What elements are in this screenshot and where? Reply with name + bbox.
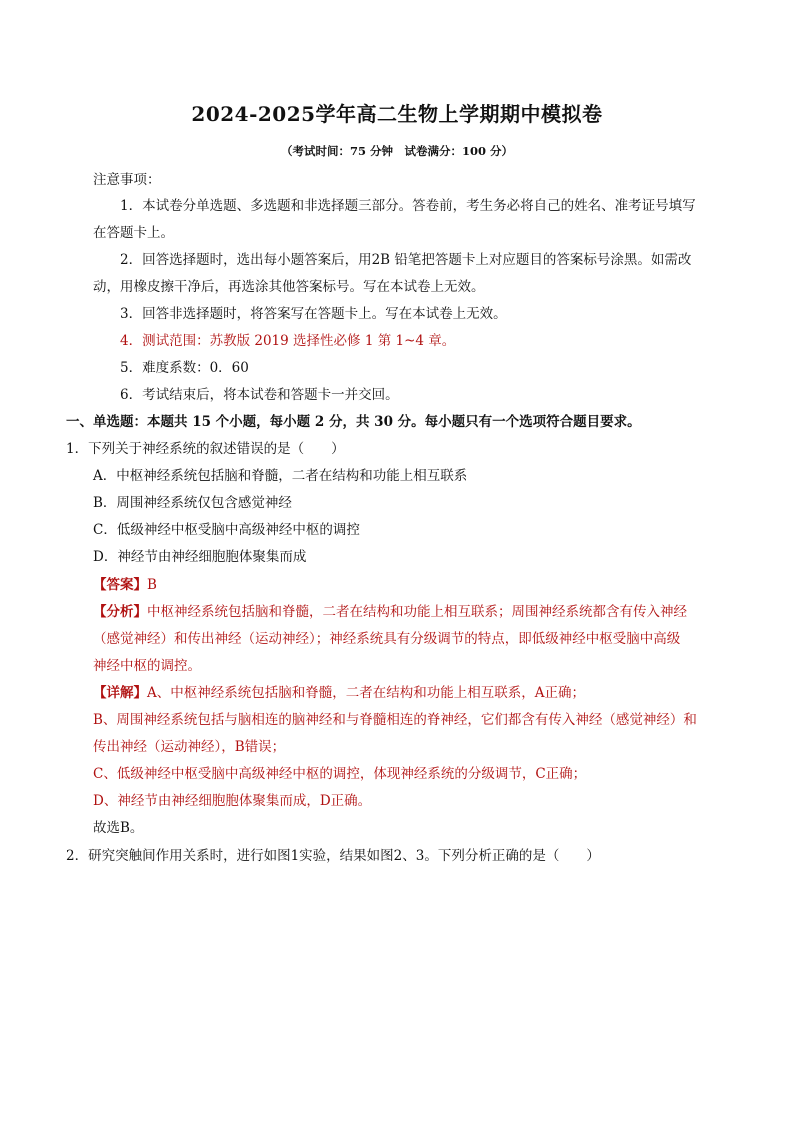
note-line: 在答题卡上。 — [93, 225, 174, 241]
note-line-scope: 4．测试范围：苏教版 2019 选择性必修 1 第 1~4 章。 — [120, 333, 456, 349]
section-heading: 一、单选题：本题共 15 个小题，每小题 2 分，共 30 分。每小题只有一个选项符合题目要求。 — [66, 414, 641, 430]
note-line: 6．考试结束后，将本试卷和答题卡一并交回。 — [120, 387, 399, 403]
answer-tag: 【答案】 — [93, 577, 147, 593]
notes-heading: 注意事项： — [93, 172, 161, 188]
analysis-text: 神经中枢的调控。 — [93, 658, 201, 674]
note-line: 2．回答选择题时，选出每小题答案后，用2B 铅笔把答题卡上对应题目的答案标号涂黑。如需改 — [120, 252, 692, 268]
detail-text: A、中枢神经系统包括脑和脊髓，二者在结构和功能上相互联系，A正确； — [147, 685, 585, 701]
note-line: 动，用橡皮擦干净后，再选涂其他答案标号。写在本试卷上无效。 — [93, 279, 485, 295]
page-title: 2024-2025学年高二生物上学期期中模拟卷 — [191, 102, 603, 126]
question-stem: 1．下列关于神经系统的叙述错误的是（ ） — [66, 441, 345, 457]
note-line: 3．回答非选择题时，将答案写在答题卡上。写在本试卷上无效。 — [120, 306, 507, 322]
analysis-text: 中枢神经系统包括脑和脊髓，二者在结构和功能上相互联系；周围神经系统都含有传入神经 — [147, 604, 687, 620]
note-line: 1．本试卷分单选题、多选题和非选择题三部分。答卷前，考生务必将自己的姓名、准考证号填写 — [120, 198, 696, 214]
answer-value: B — [147, 577, 157, 593]
option-c: C．低级神经中枢受脑中高级神经中枢的调控 — [93, 522, 360, 538]
analysis-line — [93, 603, 687, 621]
detail-tag: 【详解】 — [93, 685, 147, 701]
note-line: 5．难度系数：0．60 — [120, 360, 249, 376]
detail-line — [93, 684, 585, 702]
exam-info: （考试时间：75 分钟 试卷满分：100 分） — [280, 144, 513, 158]
question-stem: 2．研究突触间作用关系时，进行如图1实验，结果如图2、3。下列分析正确的是（ ） — [66, 848, 600, 864]
option-b: B．周围神经系统仅包含感觉神经 — [93, 495, 292, 511]
option-d: D．神经节由神经细胞胞体聚集而成 — [93, 549, 307, 565]
detail-text: D、神经节由神经细胞胞体聚集而成，D正确。 — [93, 793, 372, 809]
detail-text: B、周围神经系统包括与脑相连的脑神经和与脊髓相连的脊神经，它们都含有传入神经（感觉神经）和 — [93, 712, 697, 728]
detail-text: C、低级神经中枢受脑中高级神经中枢的调控，体现神经系统的分级调节，C正确； — [93, 766, 587, 782]
answer-line — [93, 576, 157, 594]
analysis-tag: 【分析】 — [93, 604, 147, 620]
option-a: A．中枢神经系统包括脑和脊髓，二者在结构和功能上相互联系 — [93, 468, 468, 484]
analysis-text: （感觉神经）和传出神经（运动神经）；神经系统具有分级调节的特点，即低级神经中枢受脑中高级 — [93, 631, 681, 647]
detail-text: 传出神经（运动神经），B错误； — [93, 739, 286, 755]
conclusion-text: 故选B。 — [93, 820, 144, 836]
